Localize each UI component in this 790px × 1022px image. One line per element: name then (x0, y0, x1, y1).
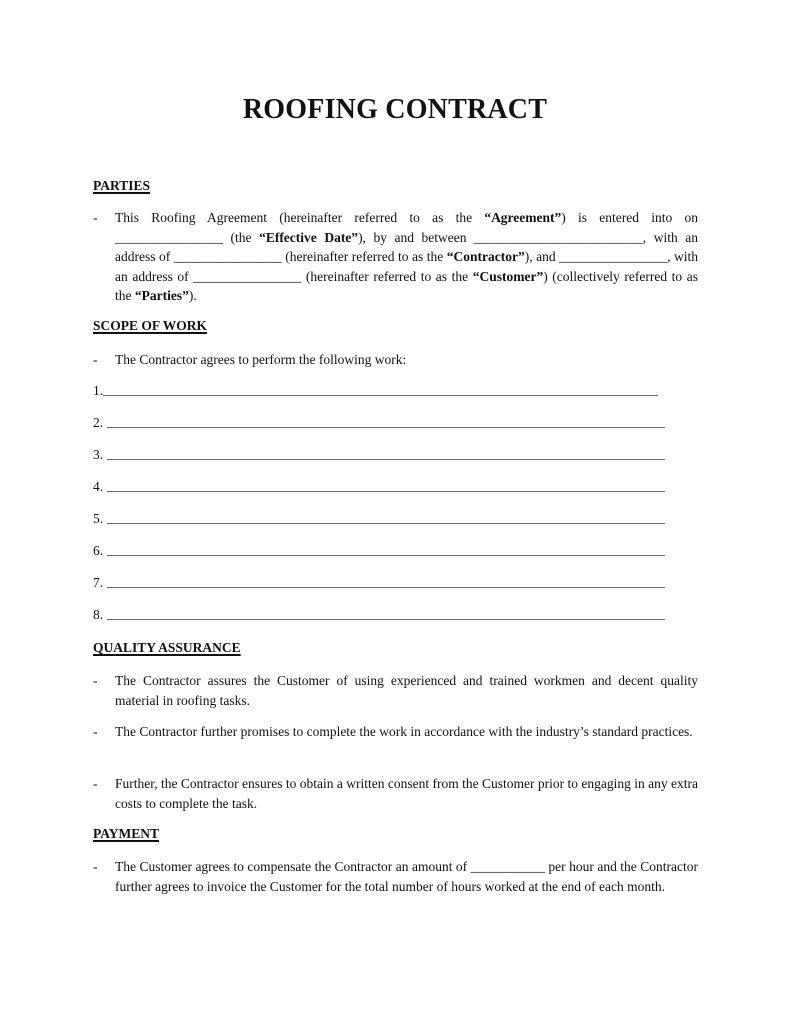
term-agreement: “Agreement” (484, 210, 562, 225)
work-item-blank[interactable] (107, 619, 665, 620)
work-item-number: 3. (93, 447, 107, 462)
section-heading-payment: PAYMENT (93, 826, 160, 841)
term-effective-date: “Effective Date” (259, 229, 359, 245)
bullet-dash: - (93, 352, 98, 367)
quality-item-3 (93, 774, 698, 813)
section-heading-scope-of-work: SCOPE OF WORK (93, 318, 208, 333)
text-run: ) (collectively referred to as the (115, 268, 699, 303)
scope-intro-text: The Contractor agrees to perform the following work: (115, 352, 407, 367)
work-item-blank[interactable] (107, 555, 665, 556)
text-run: This Roofing Agreement (hereinafter referred to as the (115, 210, 485, 225)
parties-text (115, 208, 698, 306)
text-run: ), by and between _________________________, with an address of ________________ (hereinafter referred to as the (115, 229, 698, 264)
work-item-line-8[interactable] (93, 605, 665, 623)
term-contractor: “Contractor” (446, 249, 525, 264)
quality-item-1 (93, 671, 698, 710)
work-item-line-5[interactable] (93, 509, 665, 527)
work-item-line-2[interactable] (93, 413, 665, 431)
quality-item-text: The Contractor assures the Customer of using experienced and trained workmen and decent quality material in roofing tasks. (115, 673, 698, 708)
term-customer: “Customer” (472, 268, 544, 284)
work-item-number: 5. (93, 511, 107, 526)
work-item-blank[interactable] (107, 491, 665, 492)
work-item-number: 4. (93, 479, 107, 494)
work-item-number: 2. (93, 415, 107, 430)
text-run: ), and ________________, with an address of ________________ (hereinafter referred to as the (115, 249, 698, 284)
quality-item-text: The Contractor further promises to complete the work in accordance with the industry’s standard practices. (115, 724, 693, 739)
payment-text: The Customer agrees to compensate the Contractor an amount of ___________ per hour and the Contractor further agrees to invoice the Customer for the total number of hours worked at the end of each month. (115, 859, 698, 894)
document-title: ROOFING CONTRACT (242, 94, 548, 125)
quality-item-text: Further, the Contractor ensures to obtain a written consent from the Customer prior to engaging in any extra costs to complete the task. (115, 776, 698, 811)
work-item-number: 8. (93, 607, 107, 622)
bullet-dash: - (93, 673, 98, 688)
text-run: ) is entered into on ________________ (the (115, 210, 698, 245)
work-item-number: 1. (93, 383, 104, 398)
scope-intro (93, 350, 698, 370)
work-item-line-6[interactable] (93, 541, 665, 559)
payment-paragraph (93, 857, 698, 896)
work-item-line-3[interactable] (93, 445, 665, 463)
parties-paragraph (93, 208, 698, 306)
bullet-dash: - (93, 724, 98, 739)
term-parties: “Parties” (134, 288, 189, 303)
section-heading-quality-assurance: QUALITY ASSURANCE (93, 640, 241, 655)
work-item-line-1[interactable] (93, 381, 658, 399)
quality-item-2 (93, 722, 698, 742)
bullet-dash: - (93, 859, 98, 874)
work-item-number: 6. (93, 543, 107, 558)
work-item-blank[interactable] (107, 459, 665, 460)
text-run: ). (188, 288, 197, 303)
work-item-blank[interactable] (107, 427, 665, 428)
work-item-blank[interactable] (103, 395, 658, 396)
bullet-dash: - (93, 210, 98, 225)
work-item-blank[interactable] (107, 523, 665, 524)
work-item-line-4[interactable] (93, 477, 665, 495)
work-item-line-7[interactable] (93, 573, 665, 591)
work-item-blank[interactable] (107, 587, 665, 588)
work-item-number: 7. (93, 575, 107, 590)
section-heading-parties: PARTIES (93, 178, 151, 193)
bullet-dash: - (93, 776, 98, 791)
